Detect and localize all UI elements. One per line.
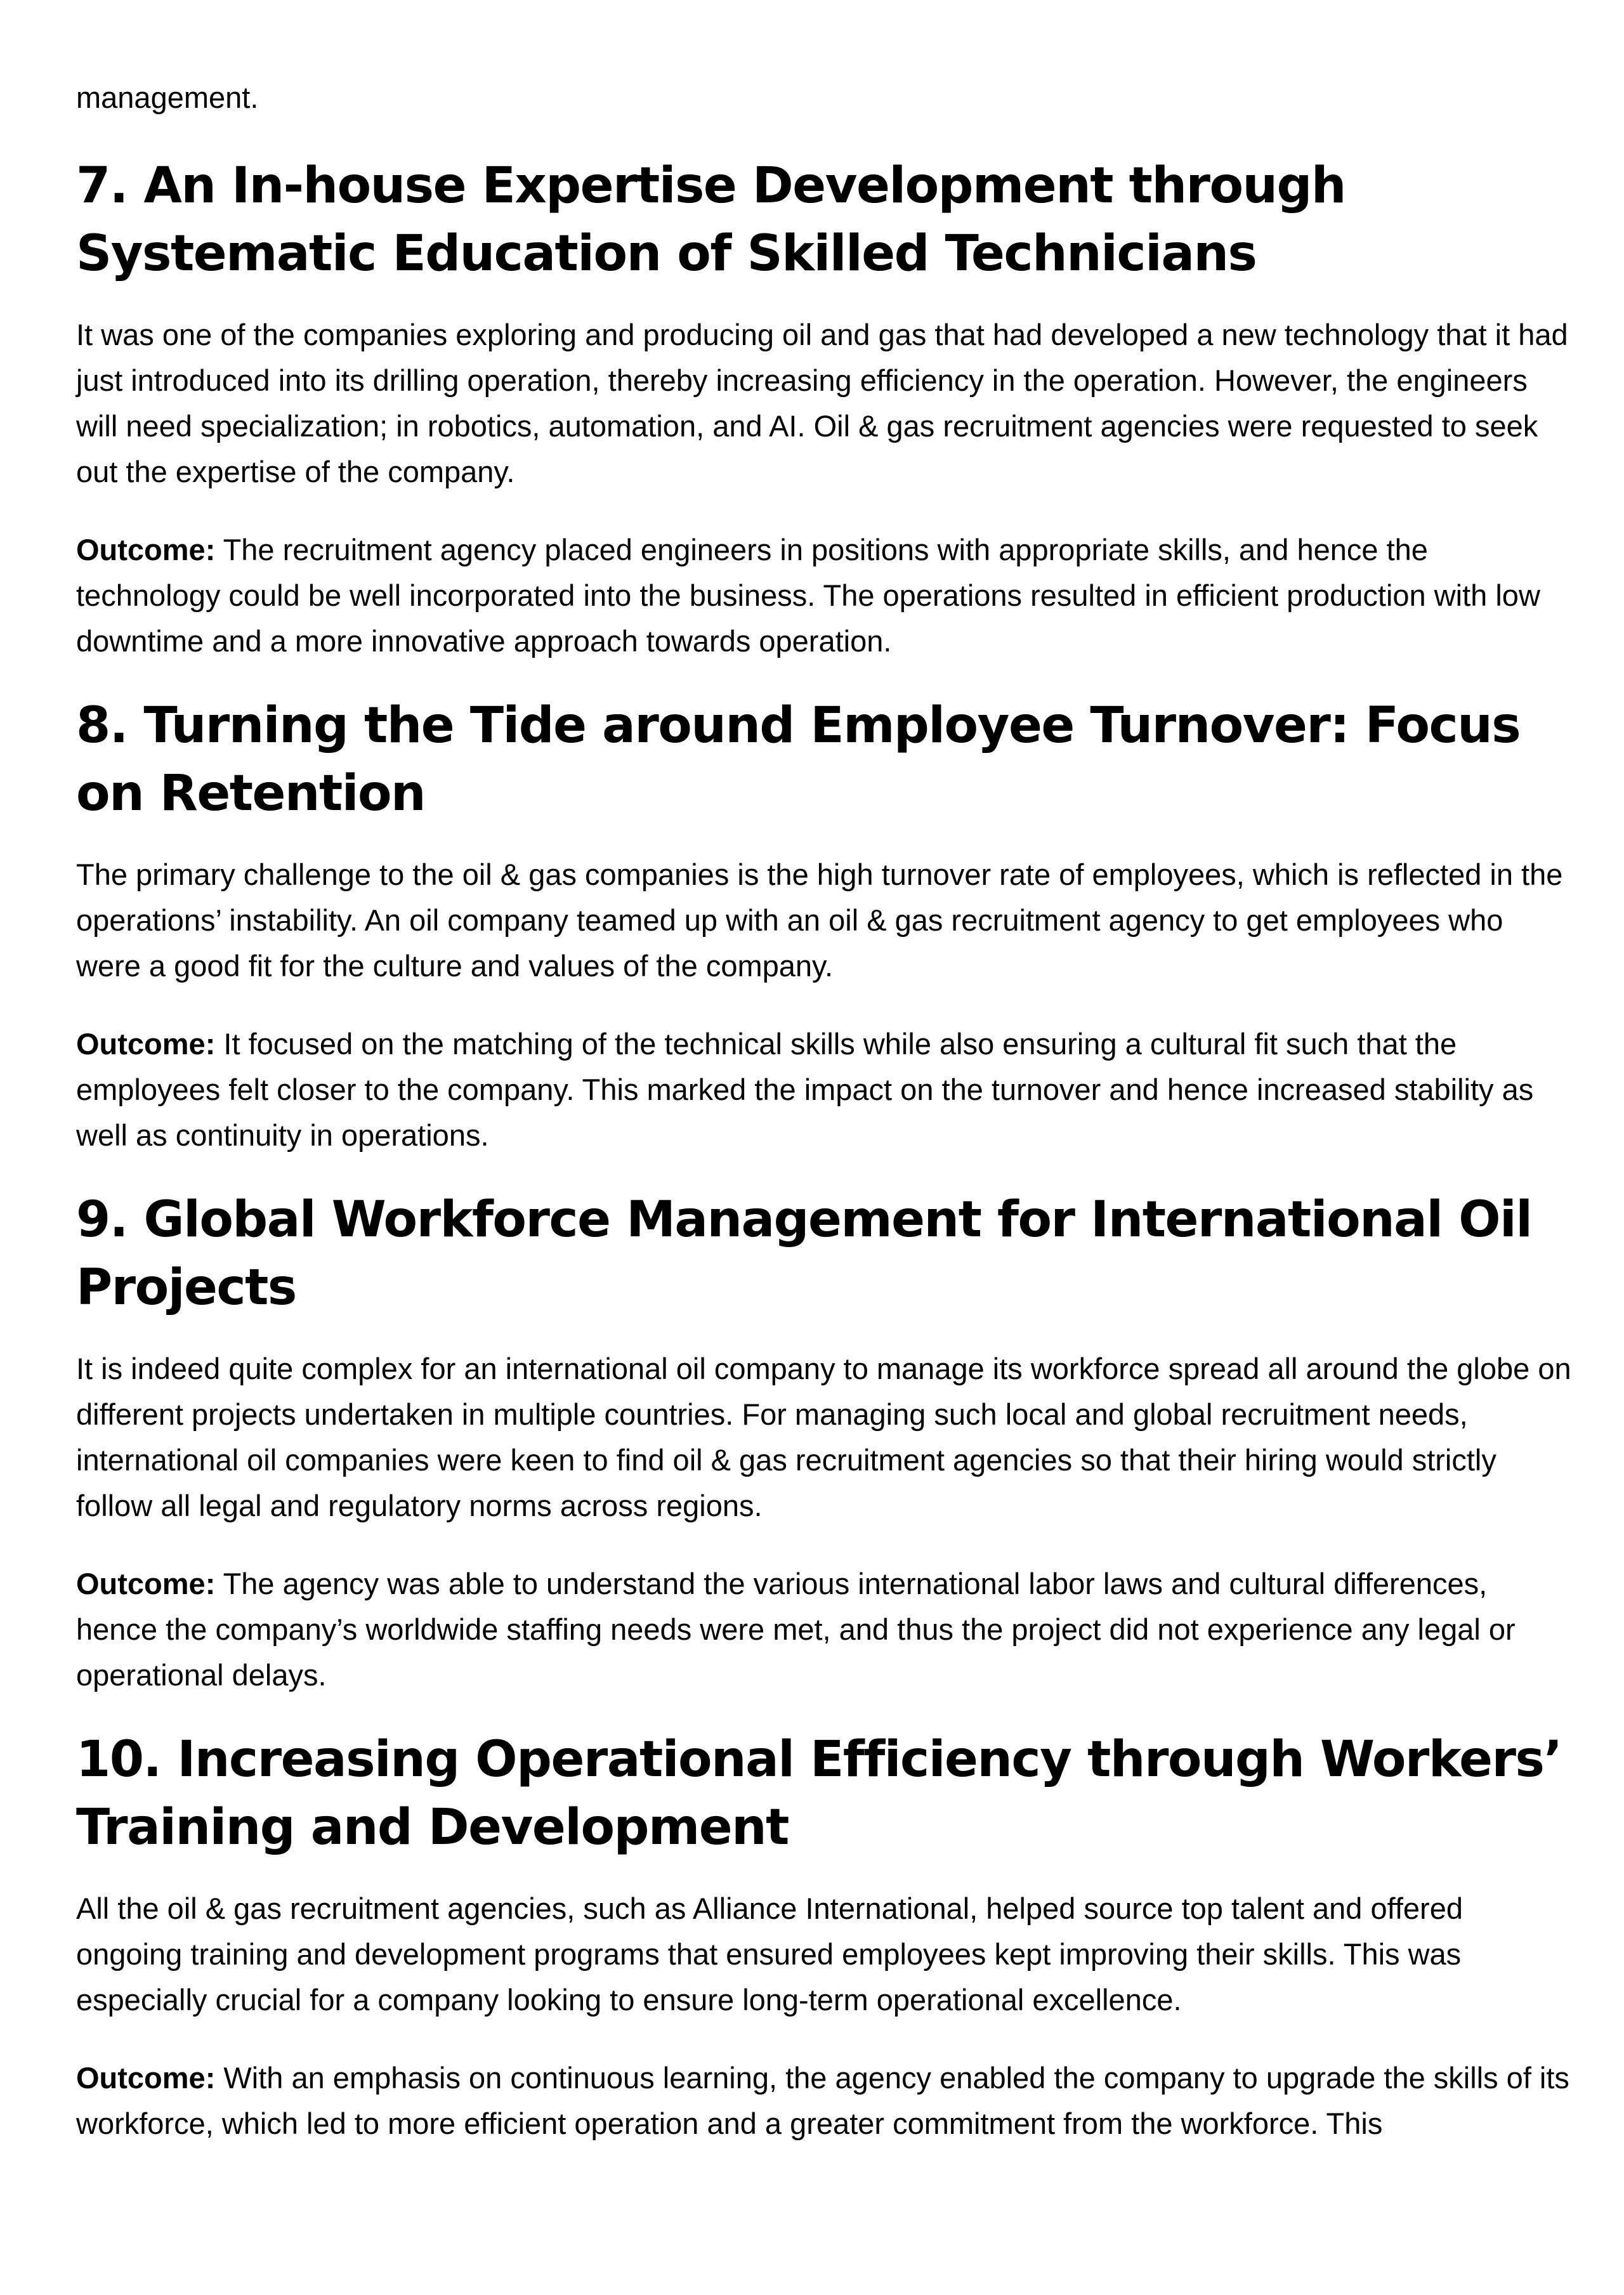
section-body: The primary challenge to the oil & gas companies is the high turnover rate of employees, which is reflected in the operations’ instability. An oil company teamed up with an oil & gas recruitment agency to get employees who were a good fit for the culture and values of the company. <box>76 858 1563 983</box>
section-heading: 7. An In-house Expertise Development through Systematic Education of Skilled Technicians <box>76 157 1346 282</box>
outcome-text: It focused on the matching of the technical skills while also ensuring a cultural fit such that the employees felt closer to the company. This marked the impact on the turnover and hence increased stability as well as continuity in operations. <box>76 1027 1534 1152</box>
outcome-label: Outcome: <box>76 2061 216 2095</box>
section-outcome <box>76 1021 1573 1158</box>
section-heading: 10. Increasing Operational Efficiency through Workers’ Training and Development <box>76 1731 1562 1856</box>
section-outcome <box>76 2055 1573 2147</box>
section-8 <box>76 692 1573 1158</box>
outcome-text: The recruitment agency placed engineers in positions with appropriate skills, and hence the technology could be well incorporated into the business. The operations resulted in efficient production with low downtime and a more innovative approach towards operation. <box>76 533 1540 658</box>
section-outcome <box>76 527 1573 664</box>
outcome-label: Outcome: <box>76 1567 216 1600</box>
section-7 <box>76 152 1573 664</box>
section-heading: 9. Global Workforce Management for International Oil Projects <box>76 1191 1532 1316</box>
outcome-text: The agency was able to understand the various international labor laws and cultural differences, hence the company’s worldwide staffing needs were met, and thus the project did not experience any legal or operational delays. <box>76 1567 1516 1692</box>
section-outcome <box>76 1561 1573 1698</box>
section-9 <box>76 1186 1573 1698</box>
document-page <box>76 75 1573 2174</box>
intro-fragment: management. <box>76 81 259 114</box>
section-heading: 8. Turning the Tide around Employee Turnover: Focus on Retention <box>76 697 1521 822</box>
section-10 <box>76 1726 1573 2147</box>
outcome-label: Outcome: <box>76 1027 216 1061</box>
outcome-label: Outcome: <box>76 533 216 566</box>
section-body: It is indeed quite complex for an international oil company to manage its workforce spread all around the globe on different projects undertaken in multiple countries. For managing such local and global recruitment needs, international oil companies were keen to find oil & gas recruitment agencies so that their hiring would strictly follow all legal and regulatory norms across regions. <box>76 1352 1571 1522</box>
section-body: It was one of the companies exploring and producing oil and gas that had developed a new technology that it had just introduced into its drilling operation, thereby increasing efficiency in the operation. However, the engineers will need specialization; in robotics, automation, and AI. Oil & gas recruitment agencies were requested to seek out the expertise of the company. <box>76 318 1568 488</box>
section-body: All the oil & gas recruitment agencies, such as Alliance International, helped source top talent and offered ongoing training and development programs that ensured employees kept improving their skills. This was especially crucial for a company looking to ensure long-term operational excellence. <box>76 1892 1463 2017</box>
outcome-text: With an emphasis on continuous learning, the agency enabled the company to upgrade the skills of its workforce, which led to more efficient operation and a greater commitment from the workforce. This <box>76 2061 1569 2140</box>
